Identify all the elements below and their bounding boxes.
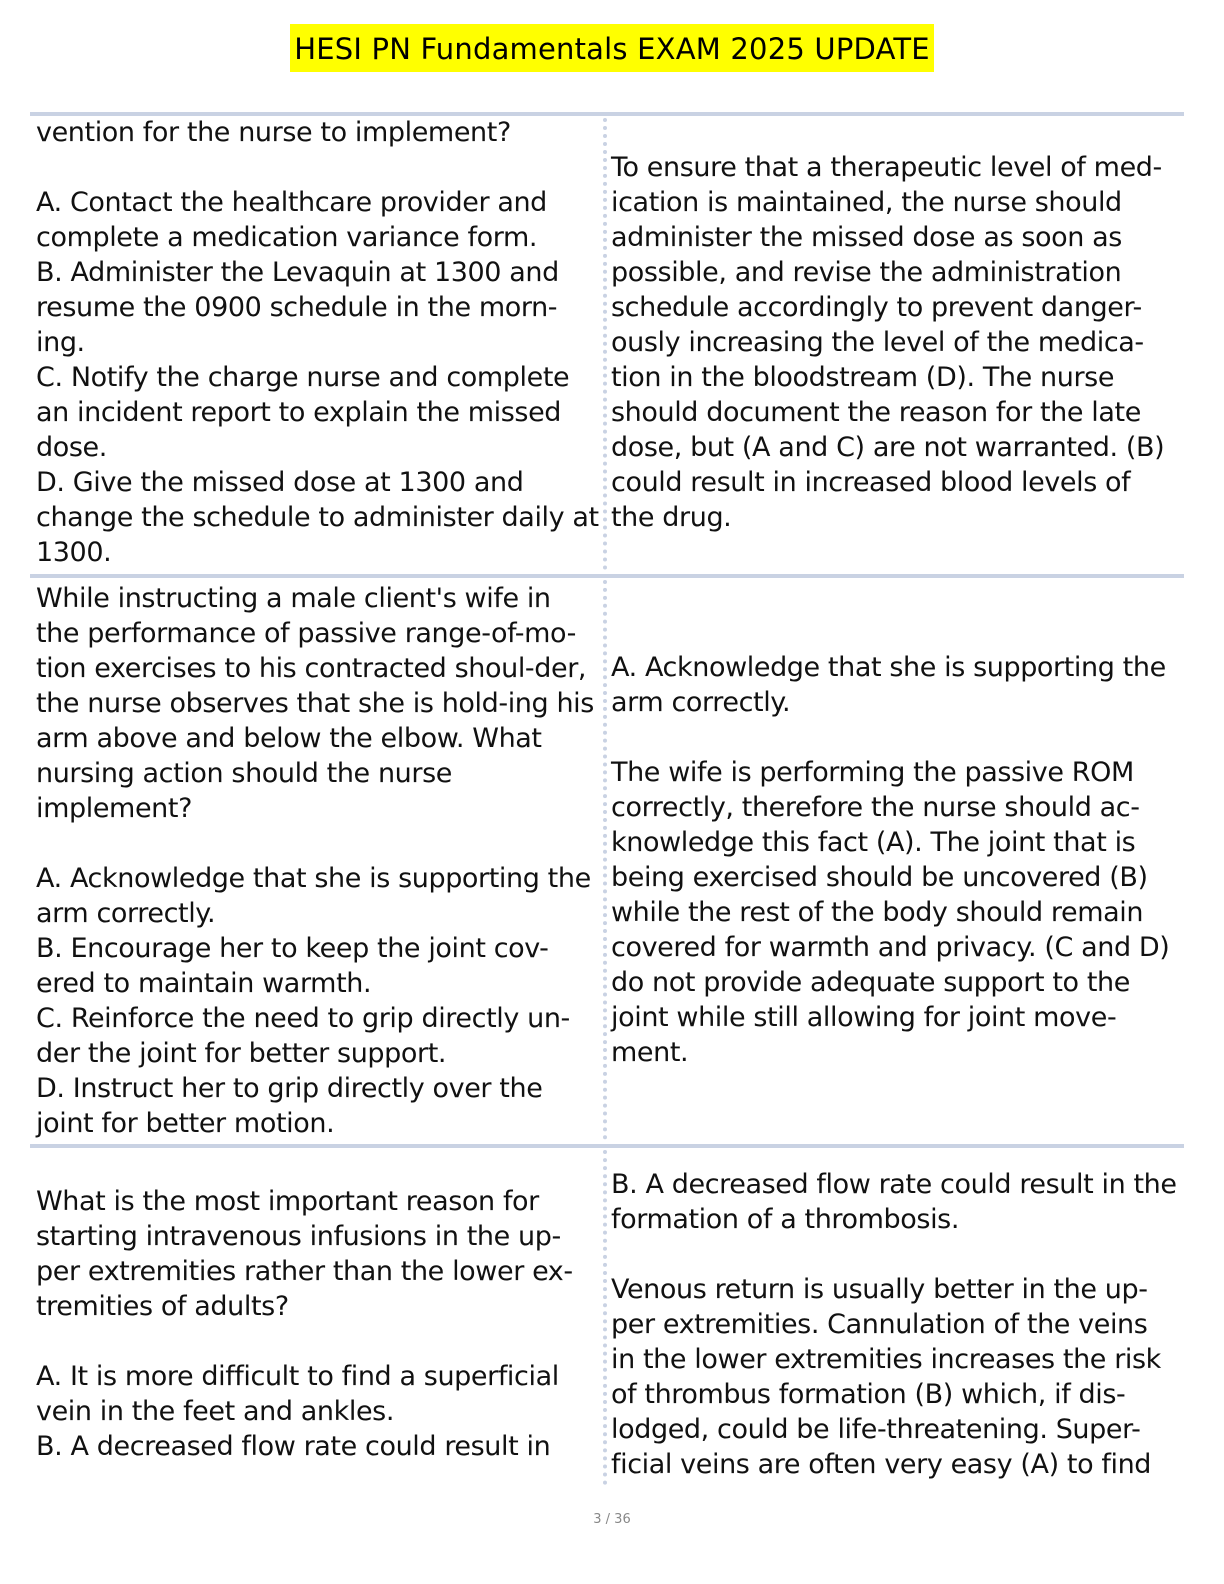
- column-divider-2: [603, 580, 607, 1140]
- card-3-question: What is the most important reason for starting intravenous infusions in the up-per extremities rather than the lower ex-tremities of adults? A. It is more difficult to find a superficial vein in the feet and ankles. B. A decreased flow rate could result in: [36, 1186, 573, 1462]
- card-3-answer: B. A decreased flow rate could result in the formation of a thrombosis. Venous return is usually better in the up-per extremities. Cannulation of the veins in the lower extremities increases the risk of thrombus formation (B) which, if dis-lodged, could be life-threatening. Super-ficial veins are often very easy (A) to find: [611, 1169, 1177, 1480]
- card-1-question: vention for the nurse to implement? A. Contact the healthcare provider and complete a medication variance form. B. Administer the Levaquin at 1300 and resume the 0900 schedule in the morn-ing. C. Notify the charge nurse and complete an incident report to explain the missed dose. D. Give the missed dose at 1300 and change the schedule to administer daily at 1300.: [36, 117, 599, 568]
- document-title: HESI PN Fundamentals EXAM 2025 UPDATE: [290, 24, 934, 72]
- page-indicator: 3 / 36: [593, 1512, 631, 1527]
- row-divider-1: [30, 574, 1184, 578]
- card-2-answer: A. Acknowledge that she is supporting the arm correctly. The wife is performing the passive ROM correctly, therefore the nurse should ac-knowledge this fact (A). The joint that is being exercised should be uncovered (B) while the rest of the body should remain covered for warmth and privacy. (C and D) do not provide adequate support to the joint while still allowing for joint move-ment.: [611, 652, 1170, 1068]
- column-divider-3: [603, 1150, 607, 1485]
- header: [0, 24, 1224, 72]
- row-divider-2: [30, 1144, 1184, 1148]
- card-1-answer: To ensure that a therapeutic level of med-ication is maintained, the nurse should administer the missed dose as soon as possible, and revise the administration schedule accordingly to prevent danger-ously increasing the level of the medica-tion in the bloodstream (D). The nurse should document the reason for the late dose, but (A and C) are not warranted. (B) could result in increased blood levels of the drug.: [611, 152, 1173, 533]
- card-2-question: While instructing a male client's wife in the performance of passive range-of-mo-tion exercises to his contracted shoul-der, the nurse observes that she is hold-ing his arm above and below the elbow. What nursing action should the nurse implement? A. Acknowledge that she is supporting the arm correctly. B. Encourage her to keep the joint cov-ered to maintain warmth. C. Reinforce the need to grip directly un-der the joint for better support. D. Instruct her to grip directly over the joint for better motion.: [36, 583, 594, 1139]
